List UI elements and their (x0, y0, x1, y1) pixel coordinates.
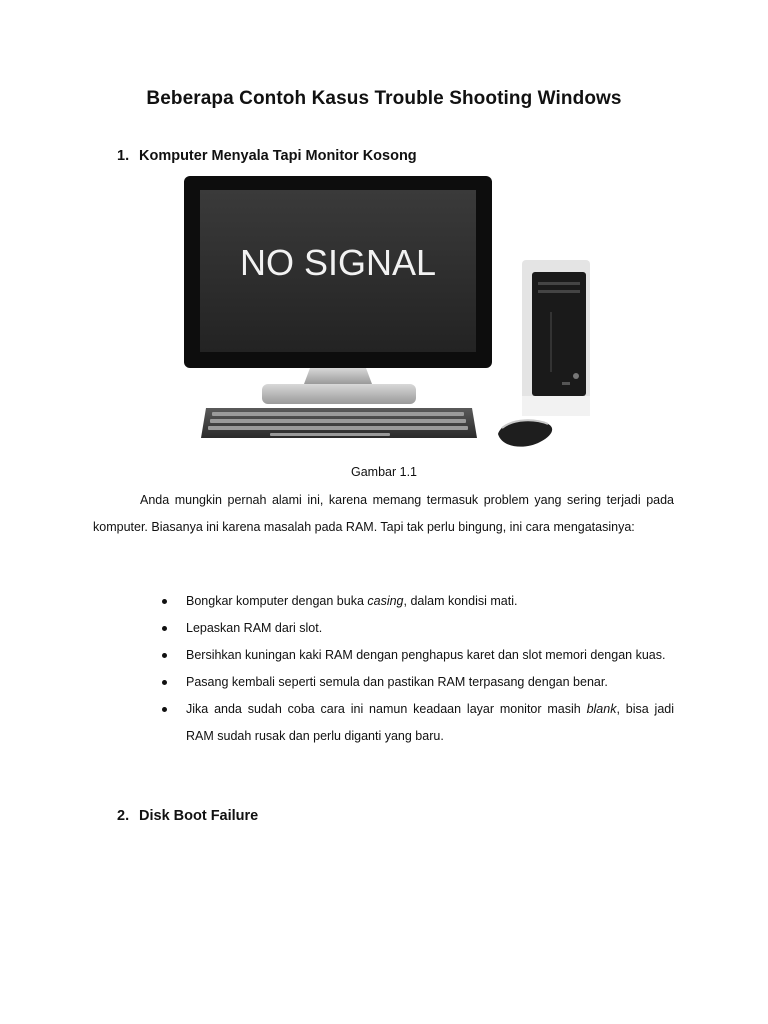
section-2-title: Disk Boot Failure (139, 808, 259, 824)
list-item: Jika anda sudah coba cara ini namun keadaan layar monitor masih blank, bisa jadi RAM sudah rusak dan perlu diganti yang baru. (160, 696, 674, 750)
list-item: Pasang kembali seperti semula dan pastikan RAM terpasang dengan benar. (160, 669, 674, 696)
computer-illustration (180, 172, 600, 452)
screen-text: NO SIGNAL (239, 242, 437, 283)
list-item: Bersihkan kuningan kaki RAM dengan penghapus karet dan slot memori dengan kuas. (160, 642, 674, 669)
section-1-number: 1. (117, 148, 130, 164)
list-item: Lepaskan RAM dari slot. (160, 615, 674, 642)
section-1-title: Komputer Menyala Tapi Monitor Kosong (139, 148, 417, 164)
section-2-heading (117, 808, 258, 824)
monitor-icon (184, 176, 492, 404)
pc-tower-icon (522, 260, 590, 416)
keyboard-icon (201, 408, 477, 438)
document-title: Beberapa Contoh Kasus Trouble Shooting Windows (146, 88, 622, 109)
list-item: Bongkar komputer dengan buka casing, dalam kondisi mati. (160, 588, 674, 615)
intro-paragraph: Anda mungkin pernah alami ini, karena memang termasuk problem yang sering terjadi pada komputer. Biasanya ini karena masalah pada RAM. Tapi tak perlu bingung, ini cara mengatasinya: (93, 493, 674, 534)
computer-icon (180, 172, 600, 452)
steps-list (160, 588, 674, 750)
section-1-heading (117, 148, 417, 164)
section-2-number: 2. (117, 808, 130, 824)
figure-caption: Gambar 1.1 (350, 465, 417, 479)
mouse-icon (498, 420, 552, 446)
